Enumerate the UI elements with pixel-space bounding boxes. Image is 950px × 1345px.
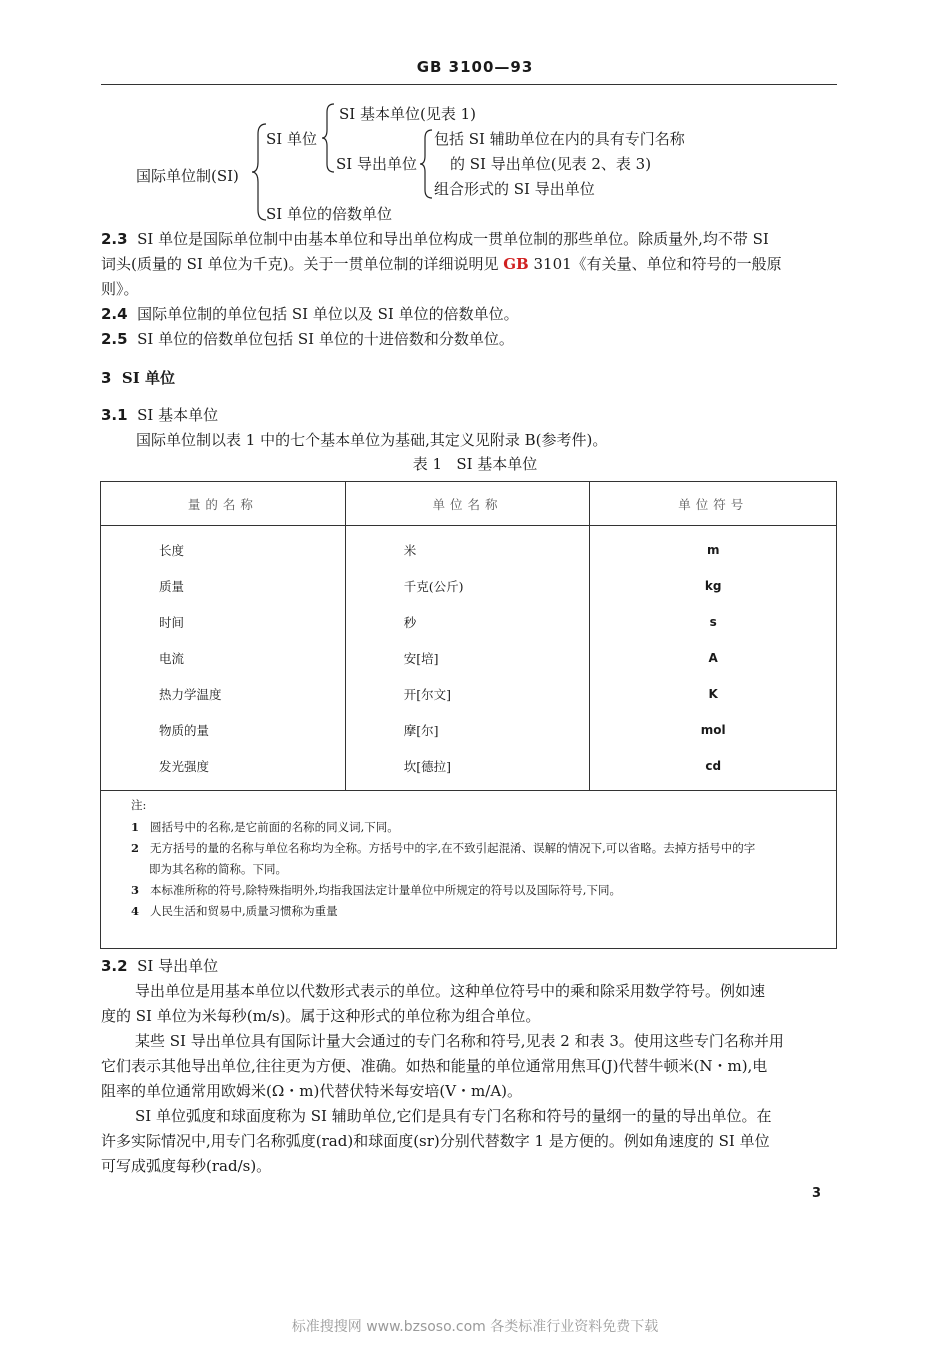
unit-name: 米 xyxy=(345,526,590,569)
paragraph-line: SI 单位弧度和球面度称为 SI 辅助单位,它们是具有专门名称和符号的量纲一的量的导出单位。在 xyxy=(135,1107,772,1125)
section-number: 2.4 xyxy=(101,305,128,323)
note-number: 2 xyxy=(131,841,140,855)
section-3-2-paragraph-3 xyxy=(101,1104,837,1179)
note-text: 本标准所称的符号,除特殊指明外,均指我国法定计量单位中所规定的符号以及国际符号,下同。 xyxy=(149,883,621,897)
unit-symbol: kg xyxy=(590,568,837,604)
note-text: 圆括号中的名称,是它前面的名称的同义词,下同。 xyxy=(149,820,399,834)
section-title: SI 导出单位 xyxy=(137,957,219,975)
unit-name: 秒 xyxy=(345,604,590,640)
paragraph-line: 阻率的单位通常用欧姆米(Ω・m)代替伏特米每安培(V・m/A)。 xyxy=(101,1082,523,1100)
unit-name: 开[尔文] xyxy=(345,676,590,712)
table-row xyxy=(101,712,837,748)
paragraph-line: 导出单位是用基本单位以代数形式表示的单位。这种单位符号中的乘和除采用数学符号。例如速 xyxy=(135,982,766,1000)
section-text: SI 单位是国际单位制中由基本单位和导出单位构成一贯单位制的那些单位。除质量外,均不带 SI xyxy=(137,230,769,248)
tree-brace-si xyxy=(322,102,336,174)
page-number: 3 xyxy=(812,1186,822,1201)
unit-symbol: A xyxy=(590,640,837,676)
standard-code-header: GB 3100—93 xyxy=(416,58,534,76)
paragraph-line: 许多实际情况中,用专门名称弧度(rad)和球面度(sr)分别代替数字 1 是方便的。例如角速度的 SI 单位 xyxy=(101,1132,770,1150)
si-base-units-table xyxy=(100,481,837,791)
section-number: 2.5 xyxy=(101,330,128,348)
table-row xyxy=(101,676,837,712)
tree-base-unit: SI 基本单位(见表 1) xyxy=(339,105,476,123)
unit-name: 千克(公斤) xyxy=(345,568,590,604)
table-row xyxy=(101,526,837,569)
section-3-2-heading xyxy=(101,954,837,979)
tree-si-unit: SI 单位 xyxy=(266,130,317,148)
section-text: 则》。 xyxy=(101,280,139,298)
table-header-unit-name: 单位名称 xyxy=(345,482,590,526)
quantity-name: 时间 xyxy=(101,604,346,640)
table-header-quantity: 量的名称 xyxy=(101,482,346,526)
header-rule xyxy=(101,84,837,85)
quantity-name: 质量 xyxy=(101,568,346,604)
note-line xyxy=(131,819,399,835)
note-line xyxy=(131,882,621,898)
unit-symbol: mol xyxy=(590,712,837,748)
table-1-caption: 表 1 SI 基本单位 xyxy=(412,455,538,473)
unit-symbol: cd xyxy=(590,748,837,791)
section-title: SI 基本单位 xyxy=(137,406,219,424)
unit-symbol: s xyxy=(590,604,837,640)
section-number: 3 xyxy=(101,369,112,387)
unit-name: 坎[德拉] xyxy=(345,748,590,791)
tree-root: 国际单位制(SI) xyxy=(136,167,239,185)
section-2-4 xyxy=(101,302,837,327)
section-text: 词头(质量的 SI 单位为千克)。关于一贯单位制的详细说明见 xyxy=(101,255,504,273)
quantity-name: 热力学温度 xyxy=(101,676,346,712)
paragraph-line: 某些 SI 导出单位具有国际计量大会通过的专门名称和符号,见表 2 和表 3。使用这些专门名称并用 xyxy=(135,1032,784,1050)
note-text: 即为其名称的简称。下同。 xyxy=(149,862,287,876)
note-text: 无方括号的量的名称与单位名称均为全称。方括号中的字,在不致引起混淆、误解的情况下,可以省略。去掉方括号中的字 xyxy=(149,841,756,855)
note-number: 4 xyxy=(131,904,140,918)
section-2-5 xyxy=(101,327,837,352)
unit-symbol: m xyxy=(590,526,837,569)
section-title: SI 单位 xyxy=(121,369,175,387)
section-3-1-heading xyxy=(101,403,837,428)
table-header-unit-symbol: 单位符号 xyxy=(590,482,837,526)
note-text: 人民生活和贸易中,质量习惯称为重量 xyxy=(149,904,338,918)
note-line xyxy=(131,840,755,856)
section-number: 3.2 xyxy=(101,957,128,975)
quantity-name: 电流 xyxy=(101,640,346,676)
notes-title: 注: xyxy=(131,798,147,812)
section-3-2-paragraph-1 xyxy=(101,979,837,1029)
note-line xyxy=(131,903,338,919)
section-text: 国际单位制的单位包括 SI 单位以及 SI 单位的倍数单位。 xyxy=(137,305,519,323)
note-number: 3 xyxy=(131,883,140,897)
tree-brace-derived xyxy=(420,128,434,200)
table-row xyxy=(101,604,837,640)
paragraph-line: 它们表示其他导出单位,往往更为方便、准确。如热和能量的单位通常用焦耳(J)代替牛顿米(N・m),电 xyxy=(101,1057,768,1075)
quantity-name: 发光强度 xyxy=(101,748,346,791)
note-number: 1 xyxy=(131,820,140,834)
unit-symbol: K xyxy=(590,676,837,712)
section-3-heading xyxy=(101,366,837,391)
tree-derived-combined: 组合形式的 SI 导出单位 xyxy=(434,180,595,198)
tree-derived-unit: SI 导出单位 xyxy=(336,155,417,173)
section-number: 2.3 xyxy=(101,230,128,248)
quantity-name: 物质的量 xyxy=(101,712,346,748)
unit-name: 摩[尔] xyxy=(345,712,590,748)
section-3-1-text: 国际单位制以表 1 中的七个基本单位为基础,其定义见附录 B(参考件)。 xyxy=(136,431,608,449)
section-2-3 xyxy=(101,227,837,302)
unit-name: 安[培] xyxy=(345,640,590,676)
section-text: SI 单位的倍数单位包括 SI 单位的十进倍数和分数单位。 xyxy=(137,330,514,348)
tree-multiples: SI 单位的倍数单位 xyxy=(266,205,392,223)
table-notes xyxy=(100,775,837,949)
note-line xyxy=(149,861,287,877)
gb-reference-link[interactable]: GB xyxy=(503,255,529,273)
table-header-row xyxy=(101,482,837,526)
tree-derived-named-1: 包括 SI 辅助单位在内的具有专门名称 xyxy=(434,130,685,148)
tree-derived-named-2: 的 SI 导出单位(见表 2、表 3) xyxy=(450,155,652,173)
footer-site-banner[interactable]: 标准搜搜网 www.bzsoso.com 各类标准行业资料免费下载 xyxy=(291,1319,659,1335)
paragraph-line: 可写成弧度每秒(rad/s)。 xyxy=(101,1157,272,1175)
section-3-2-paragraph-2 xyxy=(101,1029,837,1104)
section-number: 3.1 xyxy=(101,406,128,424)
quantity-name: 长度 xyxy=(101,526,346,569)
section-text: 3101《有关量、单位和符号的一般原 xyxy=(528,255,782,273)
paragraph-line: 度的 SI 单位为米每秒(m/s)。属于这种形式的单位称为组合单位。 xyxy=(101,1007,541,1025)
table-row xyxy=(101,568,837,604)
table-row xyxy=(101,640,837,676)
